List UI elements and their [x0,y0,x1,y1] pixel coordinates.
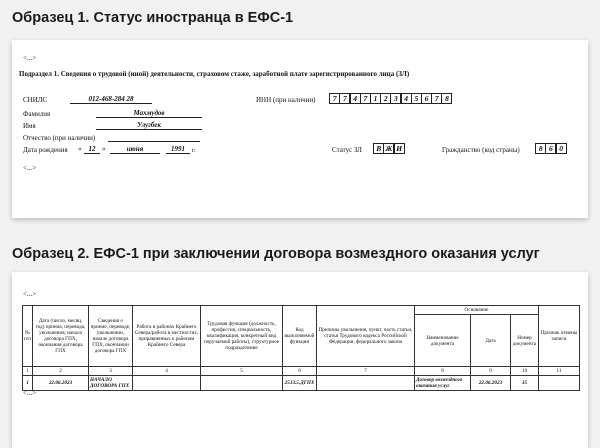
inn-digit: 3 [390,93,401,104]
header-cancel: Признак отмены записи [539,306,580,367]
snils-label: СНИЛС [23,96,48,104]
header-north: Работа в районах Крайнего Севера/работа в местностях, приравненных к районам Крайнего Севера [133,306,201,367]
inn-digit: 2 [380,93,391,104]
header-function: Трудовая функция (должность, профессия, специальность, квалификация, конкретный вид поручаемой работы), структурное подразделение [201,306,283,367]
row-num: 1 [23,376,33,391]
header-doc-number: Номер документа [511,315,539,367]
ellipsis-top: <...> [23,54,37,62]
row-cancel [539,376,580,391]
header-doc-name: Наименование документа [415,315,471,367]
row-doc-name: Договор возмездного оказания услуг [415,376,471,391]
row-doc-number: 35 [511,376,539,391]
birth-month: июня [110,145,160,154]
birth-close-quote: » [102,145,106,153]
col-number: 4 [133,367,201,376]
citizenship-digit: 6 [545,143,556,154]
col-number: 5 [201,367,283,376]
inn-digit: 4 [350,93,361,104]
ellipsis-bottom: <...> [23,164,37,172]
status-letter: Ж [383,143,394,154]
surname-value: Махмудов [96,109,202,118]
col-number: 6 [283,367,317,376]
inn-digit: 7 [329,93,340,104]
patronymic-label: Отчество (при наличии) [23,134,96,142]
col-number: 1 [23,367,33,376]
birth-open-quote: « [78,145,82,153]
inn-digit: 4 [401,93,412,104]
patronymic-value-line [108,133,200,142]
header-date: Дата (число, месяц, год) приема, перевода, увольнения, начала договора ГПХ, окончания договора ГПХ [33,306,89,367]
col-number: 3 [89,367,133,376]
birth-label: Дата рождения [23,146,68,154]
inn-digit: 7 [431,93,442,104]
row-date: 22.06.2023 [33,376,89,391]
inn-digit: 1 [370,93,381,104]
inn-digit: 5 [411,93,422,104]
col-number: 2 [33,367,89,376]
header-code: Код выполняемой функции [283,306,317,367]
col-number: 9 [471,367,511,376]
row-event: НАЧАЛО ДОГОВОРА ГПХ [89,376,133,391]
citizenship-boxes [536,143,567,154]
header-event: Сведения о приеме, переводе, увольнении, начале договора ГПХ, окончании договора ГПХ [89,306,133,367]
status-letter: И [394,143,405,154]
col-number: 7 [317,367,415,376]
name-label: Имя [23,122,36,130]
col-number: 10 [511,367,539,376]
subsection-title: Подраздел 1. Сведения о трудовой (иной) деятельности, страховом стаже, заработной плате зарегистрированного лица (ЗЛ) [19,70,410,78]
row-reason [317,376,415,391]
sample1-heading: Образец 1. Статус иностранца в ЕФС-1 [12,10,294,26]
row-doc-date: 22.06.2023 [471,376,511,391]
col-number: 8 [415,367,471,376]
citizenship-digit: 8 [535,143,546,154]
inn-digit: 7 [360,93,371,104]
header-basis-group: Основание [415,306,539,315]
ellipsis-top: <...> [23,290,37,298]
sample1-card [12,40,588,218]
name-value: Улугбек [96,121,202,130]
snils-value: 012-468-284 28 [70,95,152,104]
birth-year: 1991 [166,145,190,154]
inn-digit: 7 [339,93,350,104]
inn-boxes [330,93,452,104]
status-label: Статус ЗЛ [332,146,362,154]
header-reason: Причины увольнения, пункт, часть статьи, статья Трудового кодекса Российской Федерации, федерального закона [317,306,415,367]
row-code: 2513.5.ДГПХ [283,376,317,391]
inn-digit: 8 [441,93,452,104]
status-letter: В [373,143,384,154]
status-boxes [374,143,405,154]
inn-label: ИНН (при наличии) [256,96,316,104]
header-num: № п/п [23,306,33,367]
birth-day: 12 [84,145,100,154]
row-north [133,376,201,391]
col-number: 11 [539,367,580,376]
inn-digit: 6 [421,93,432,104]
header-doc-date: Дата [471,315,511,367]
row-function [201,376,283,391]
surname-label: Фамилия [23,110,51,118]
birth-year-suffix: г. [192,147,196,154]
sample2-card [12,272,588,448]
citizenship-digit: 0 [556,143,567,154]
citizenship-label: Гражданство (код страны) [442,146,520,154]
table-row [23,376,580,391]
ellipsis-bottom: <...> [23,389,37,397]
sample2-heading: Образец 2. ЕФС-1 при заключении договора возмездного оказания услуг [12,246,540,262]
efs-table [22,305,580,391]
